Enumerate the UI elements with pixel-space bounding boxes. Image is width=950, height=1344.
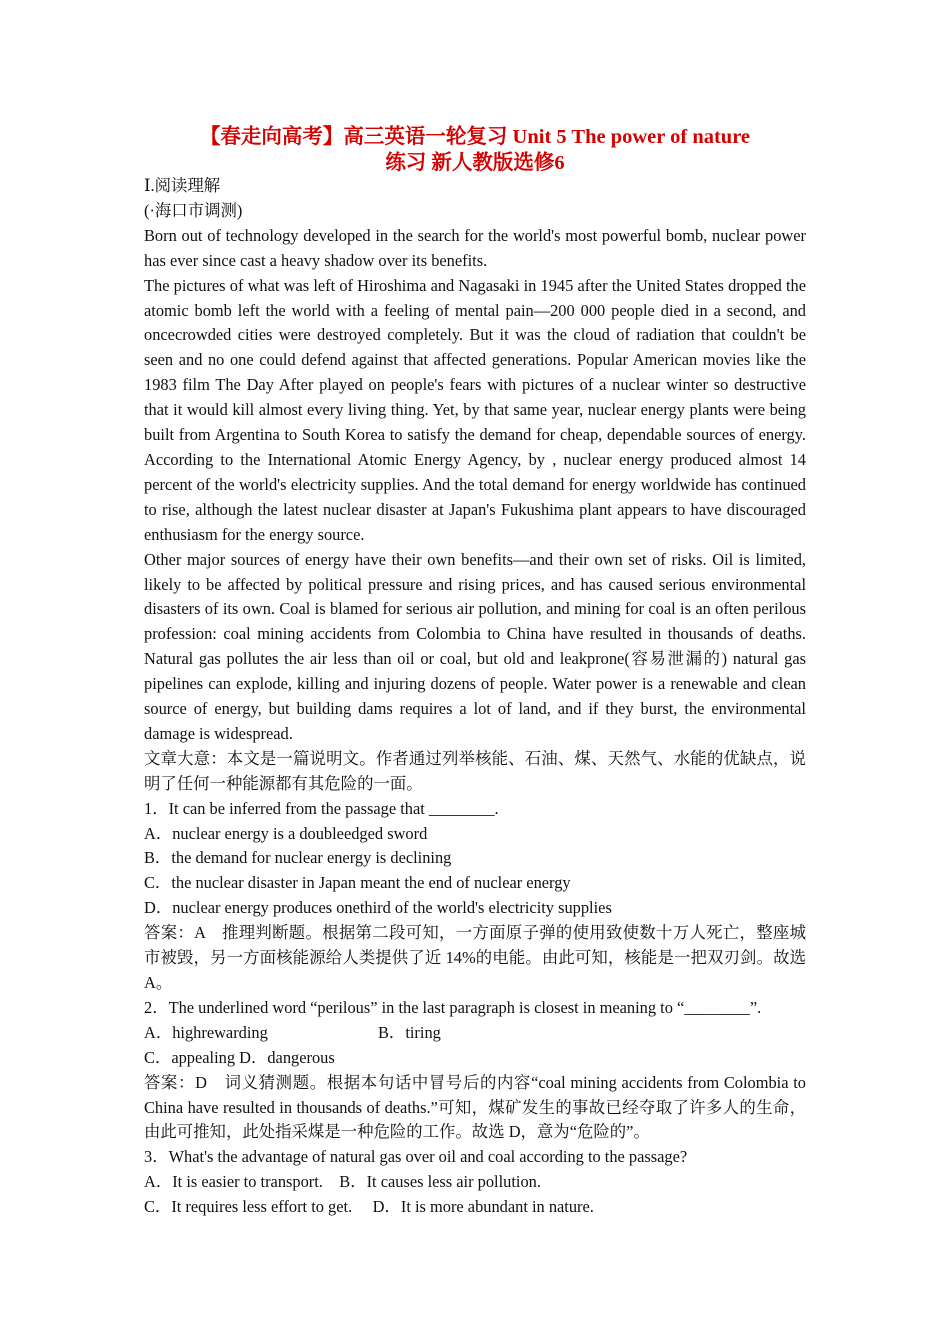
question-2-answer: 答案：D 词义猜测题。根据本句话中冒号后的内容“coal mining accidents from Colombia to China have resulted in thousands of deaths.”可知，煤矿发生的事故已经夺取了许多人的生命，由此可推知，此处指采煤是一种危险的工作。故选 D，意为“危险的”。 (144, 1072, 806, 1142)
question-1-stem: 1．It can be inferred from the passage that ________. (144, 798, 499, 818)
document-body (144, 174, 806, 1220)
passage-paragraph-3: Other major sources of energy have their own benefits—and their own set of risks. Oil is limited, likely to be affected by political pressure and rising prices, and has caused serious environmental disasters of its own. Coal is blamed for serious air pollution, and mining for coal is an often perilous profession: coal mining accidents from Colombia to China have resulted in thousands of deaths. Natural gas pollutes the air less than oil or coal, but old and leakprone(容易泄漏的) natural gas pipelines can explode, killing and injuring dozens of people. Water power is a renewable and clean source of energy, but building dams requires a lot of land, and if they burst, the environmental damage is widespread. (144, 549, 806, 743)
question-3-options-ab: A．It is easier to transport. B．It causes less air pollution. (144, 1172, 541, 1192)
question-2-option-b: B．tiring (378, 1022, 441, 1042)
source-note: (·海口市调测) (144, 200, 243, 220)
question-1-option-a: A．nuclear energy is a doubleedged sword (144, 823, 428, 843)
document-title-line2: 练习 新人教版选修6 (385, 152, 565, 174)
passage-paragraph-1: Born out of technology developed in the search for the world's most powerful bomb, nuclear power has ever since cast a heavy shadow over its benefits. (144, 225, 806, 270)
question-1-answer: 答案：A 推理判断题。根据第二段可知，一方面原子弹的使用致使数十万人死亡，整座城市被毁，另一方面核能源给人类提供了近 14%的电能。由此可知，核能是一把双刃剑。故选 A。 (144, 923, 806, 992)
section-heading: Ⅰ.阅读理解 (144, 176, 221, 195)
question-1-option-d: D．nuclear energy produces onethird of the world's electricity supplies (144, 898, 612, 918)
question-2-options-cd: C．appealing D．dangerous (144, 1047, 335, 1067)
document-title-line1: 【春走向高考】高三英语一轮复习 Unit 5 The power of nature (199, 126, 751, 148)
question-1-option-b: B．the demand for nuclear energy is declining (144, 848, 452, 868)
question-2-stem: 2．The underlined word “perilous” in the last paragraph is closest in meaning to “________”. (144, 997, 762, 1017)
question-2-options-ab (144, 1021, 806, 1046)
passage-paragraph-2: The pictures of what was left of Hiroshima and Nagasaki in 1945 after the United States dropped the atomic bomb left the world with a feeling of mental pain—200 000 people died in a second, and oncecrowded cities were destroyed completely. But it was the cloud of radiation that couldn't be seen and no one could defend against that affected generations. Popular American movies like the 1983 film The Day After played on people's fears with pictures of a nuclear winter so destructive that it would kill almost every living thing. Yet, by that same year, nuclear energy plants were being built from Argentina to South Korea to satisfy the demand for cheap, dependable sources of energy. According to the International Atomic Energy Agency, by , nuclear energy produced almost 14 percent of the world's electricity supplies. And the total demand for energy worldwide has continued to rise, although the latest nuclear disaster at Japan's Fukushima plant appears to have discouraged enthusiasm for the energy source. (144, 275, 806, 544)
question-1-option-c: C．the nuclear disaster in Japan meant the end of nuclear energy (144, 873, 571, 893)
question-2-option-a: A．highrewarding (144, 1022, 268, 1042)
question-3-options-cd: C．It requires less effort to get. D．It is more abundant in nature. (144, 1197, 594, 1217)
summary-text: 文章大意：本文是一篇说明文。作者通过列举核能、石油、煤、天然气、水能的优缺点，说明了任何一种能源都有其危险的一面。 (144, 748, 806, 793)
question-3-stem: 3．What's the advantage of natural gas over oil and coal according to the passage? (144, 1147, 688, 1167)
